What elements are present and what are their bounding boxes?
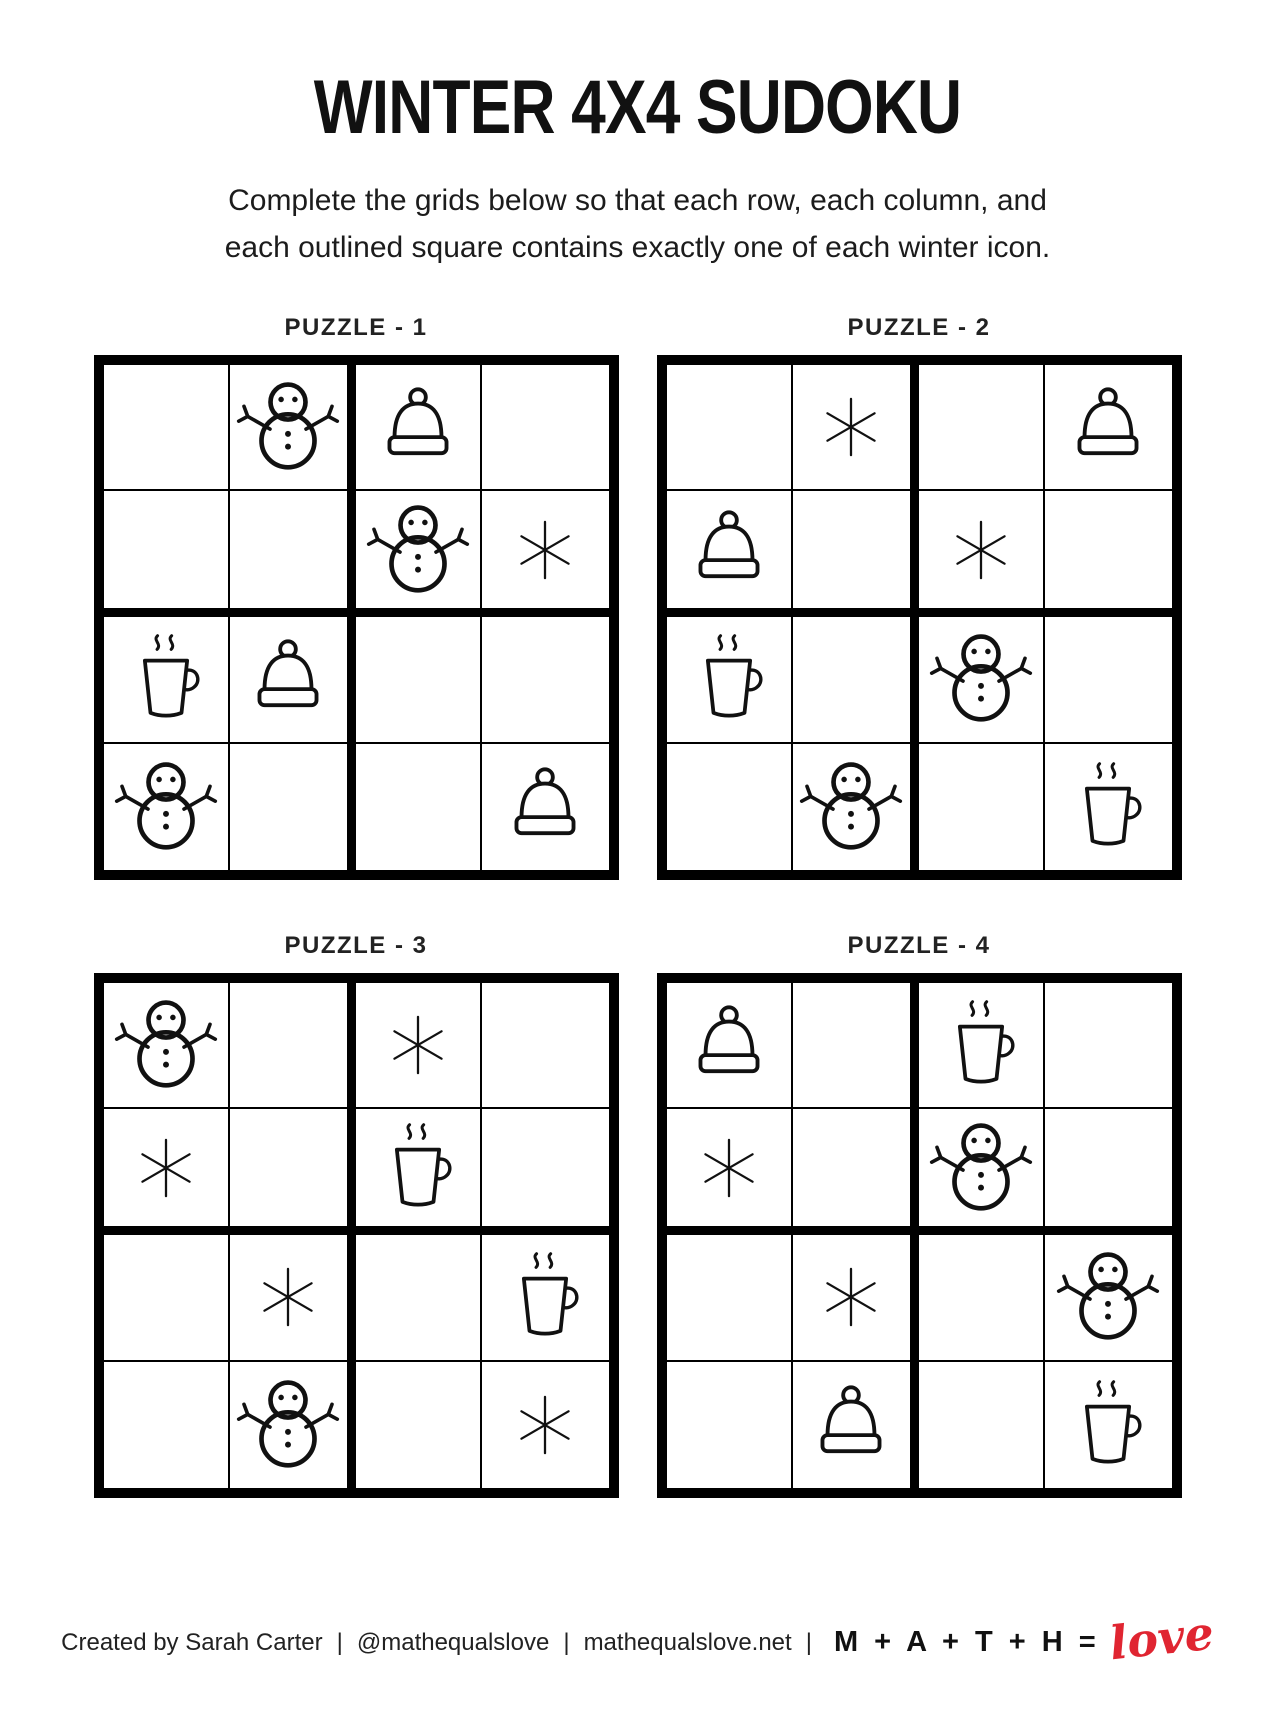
grid-cell-snowflake <box>919 491 1045 617</box>
snowman-icon <box>928 626 1034 732</box>
snowman-icon <box>365 497 471 603</box>
puzzle-2-grid <box>657 355 1182 880</box>
puzzle-3-grid <box>94 973 619 1498</box>
grid-cell-mug <box>482 1235 608 1361</box>
grid-cell-empty <box>667 744 793 870</box>
grid-cell-empty <box>230 744 356 870</box>
grid-cell-empty <box>230 491 356 617</box>
grid-cell-empty <box>104 491 230 617</box>
grid-cell-empty <box>667 365 793 491</box>
snowflake-icon <box>943 512 1019 588</box>
puzzle-1-grid <box>94 355 619 880</box>
grid-cell-snowman <box>230 1362 356 1488</box>
grid-cell-mug <box>1045 1362 1171 1488</box>
grid-cell-empty <box>482 617 608 743</box>
puzzle-4 <box>657 932 1182 1498</box>
grid-cell-hat <box>667 983 793 1109</box>
grid-cell-empty <box>793 617 919 743</box>
hot-cocoa-mug-icon <box>1061 1378 1155 1472</box>
snowflake-icon <box>507 512 583 588</box>
grid-cell-empty <box>1045 1109 1171 1235</box>
snowflake-icon <box>507 1387 583 1463</box>
grid-cell-hat <box>793 1362 919 1488</box>
grid-cell-snowman <box>104 983 230 1109</box>
winter-hat-icon <box>683 999 775 1091</box>
snowflake-icon <box>691 1130 767 1206</box>
grid-cell-empty <box>793 1109 919 1235</box>
grid-cell-snowman <box>230 365 356 491</box>
instructions <box>0 177 1275 272</box>
grid-cell-empty <box>1045 617 1171 743</box>
winter-hat-icon <box>683 504 775 596</box>
snowman-icon <box>113 992 219 1098</box>
snowflake-icon <box>128 1130 204 1206</box>
grid-cell-snowflake <box>667 1109 793 1235</box>
snowman-icon <box>235 374 341 480</box>
hot-cocoa-mug-icon <box>682 632 776 726</box>
grid-cell-hat <box>230 617 356 743</box>
footer-divider: | <box>805 1628 812 1656</box>
snowflake-icon <box>813 389 889 465</box>
puzzle-2 <box>657 314 1182 880</box>
snowman-icon <box>113 754 219 860</box>
grid-cell-snowflake <box>230 1235 356 1361</box>
grid-cell-empty <box>1045 983 1171 1109</box>
puzzle-4-grid <box>657 973 1182 1498</box>
grid-cell-empty <box>919 1235 1045 1361</box>
brand-math-text: M + A + T + H = <box>833 1626 1100 1659</box>
grid-cell-hat <box>1045 365 1171 491</box>
grid-cell-empty <box>356 1235 482 1361</box>
grid-cell-empty <box>356 1362 482 1488</box>
snowflake-icon <box>250 1259 326 1335</box>
grid-cell-empty <box>230 1109 356 1235</box>
grid-cell-empty <box>104 1362 230 1488</box>
hot-cocoa-mug-icon <box>934 998 1028 1092</box>
snowflake-icon <box>380 1007 456 1083</box>
puzzle-area <box>0 314 1275 1498</box>
grid-cell-snowman <box>793 744 919 870</box>
winter-hat-icon <box>242 633 334 725</box>
grid-cell-empty <box>1045 491 1171 617</box>
grid-cell-snowflake <box>793 365 919 491</box>
grid-cell-mug <box>919 983 1045 1109</box>
winter-hat-icon <box>499 761 591 853</box>
grid-cell-hat <box>482 744 608 870</box>
instructions-line-1: Complete the grids below so that each row, each column, and <box>228 184 1047 217</box>
grid-cell-snowman <box>356 491 482 617</box>
math-equals-love-logo <box>833 1605 1216 1671</box>
grid-cell-empty <box>919 365 1045 491</box>
puzzle-1-label: PUZZLE - 1 <box>284 313 428 341</box>
grid-cell-empty <box>104 1235 230 1361</box>
grid-cell-mug <box>1045 744 1171 870</box>
puzzle-3-label: PUZZLE - 3 <box>284 931 428 959</box>
grid-cell-snowman <box>104 744 230 870</box>
snowman-icon <box>235 1372 341 1478</box>
grid-cell-empty <box>919 1362 1045 1488</box>
grid-cell-snowman <box>919 1109 1045 1235</box>
grid-cell-mug <box>667 617 793 743</box>
grid-cell-empty <box>793 491 919 617</box>
grid-cell-empty <box>793 983 919 1109</box>
grid-cell-empty <box>482 365 608 491</box>
grid-cell-mug <box>104 617 230 743</box>
grid-cell-empty <box>482 1109 608 1235</box>
grid-cell-snowman <box>919 617 1045 743</box>
brand-love-script: love <box>1106 1605 1216 1671</box>
grid-cell-snowflake <box>793 1235 919 1361</box>
grid-cell-empty <box>230 983 356 1109</box>
grid-cell-hat <box>667 491 793 617</box>
grid-cell-empty <box>482 983 608 1109</box>
footer-divider: | <box>563 1628 570 1656</box>
footer <box>0 1605 1275 1671</box>
hot-cocoa-mug-icon <box>119 632 213 726</box>
grid-cell-hat <box>356 365 482 491</box>
grid-cell-empty <box>919 744 1045 870</box>
puzzle-2-label: PUZZLE - 2 <box>847 313 991 341</box>
grid-cell-snowflake <box>482 491 608 617</box>
footer-handle: @mathequalslove <box>356 1628 550 1656</box>
puzzle-1 <box>94 314 619 880</box>
footer-divider: | <box>336 1628 343 1656</box>
snowman-icon <box>1055 1244 1161 1350</box>
grid-cell-empty <box>104 365 230 491</box>
puzzle-3 <box>94 932 619 1498</box>
grid-cell-snowflake <box>482 1362 608 1488</box>
grid-cell-empty <box>667 1235 793 1361</box>
hot-cocoa-mug-icon <box>371 1121 465 1215</box>
grid-cell-snowflake <box>104 1109 230 1235</box>
instructions-line-2: each outlined square contains exactly one of each winter icon. <box>224 231 1051 265</box>
grid-cell-empty <box>356 617 482 743</box>
grid-cell-snowman <box>1045 1235 1171 1361</box>
snowman-icon <box>928 1115 1034 1221</box>
grid-cell-mug <box>356 1109 482 1235</box>
puzzle-4-label: PUZZLE - 4 <box>847 931 991 959</box>
snowflake-icon <box>813 1259 889 1335</box>
hot-cocoa-mug-icon <box>1061 760 1155 854</box>
winter-hat-icon <box>805 1379 897 1471</box>
hot-cocoa-mug-icon <box>498 1250 592 1344</box>
winter-hat-icon <box>372 381 464 473</box>
page-title: WINTER 4X4 SUDOKU <box>313 65 962 150</box>
footer-credit: Created by Sarah Carter <box>61 1628 323 1656</box>
grid-cell-snowflake <box>356 983 482 1109</box>
winter-hat-icon <box>1062 381 1154 473</box>
snowman-icon <box>798 754 904 860</box>
footer-website: mathequalslove.net <box>583 1628 792 1656</box>
grid-cell-empty <box>356 744 482 870</box>
grid-cell-empty <box>667 1362 793 1488</box>
